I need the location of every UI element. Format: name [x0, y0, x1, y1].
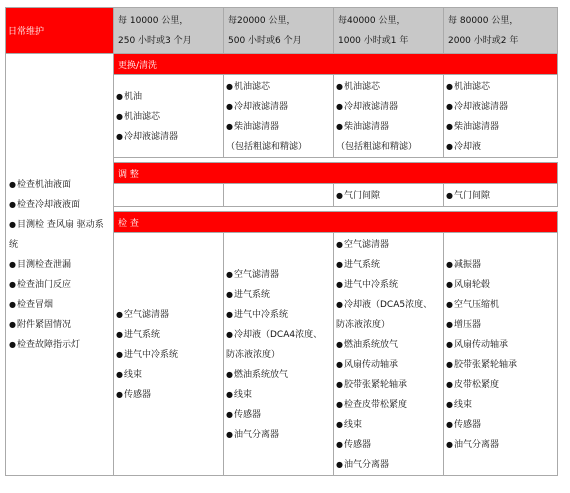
interval-header-4-line2: 2000 小时或2 年	[448, 35, 519, 46]
inspect-item: ● 胶带张紧轮轴承	[336, 375, 441, 395]
daily-item: ● 附件紧固情况	[9, 315, 111, 335]
replace-section-row	[6, 54, 558, 75]
daily-item: ● 检查故障指示灯	[9, 335, 111, 355]
replace-cell-3	[334, 75, 444, 158]
interval-header-1	[114, 8, 224, 54]
inspect-item: ● 线束	[446, 395, 555, 415]
interval-header-1-line2: 250 小时或3 个月	[118, 35, 192, 46]
daily-item: ● 目测检 查风扇 驱动系统	[9, 215, 111, 255]
interval-header-3	[334, 8, 444, 54]
inspect-section-header: 检 查	[114, 212, 558, 233]
interval-header-2-line2: 500 小时或6 个月	[228, 35, 302, 46]
replace-item-note: （包括粗滤和精滤）	[226, 142, 308, 152]
inspect-item: ● 线束	[336, 415, 441, 435]
inspect-item: ● 进气系统	[116, 325, 221, 345]
replace-cell-1	[114, 75, 224, 158]
daily-item: ● 检查冒烟	[9, 295, 111, 315]
adjust-cell-4	[444, 184, 558, 207]
maintenance-table	[5, 7, 558, 476]
adjust-item: ● 气门间隙	[446, 186, 555, 206]
inspect-item: ● 空气压缩机	[446, 295, 555, 315]
interval-header-1-line1: 每 10000 公里，	[118, 15, 189, 26]
maintenance-schedule	[5, 7, 557, 487]
inspect-item: ● 油气分离器	[226, 425, 331, 445]
adjust-cell-1	[114, 184, 224, 207]
inspect-item: ● 传感器	[116, 385, 221, 405]
replace-item: ● 机油滤芯	[446, 77, 555, 97]
replace-item: ● 柴油滤清器	[336, 117, 441, 137]
adjust-cell-2	[224, 184, 334, 207]
inspect-item: ● 胶带张紧轮轴承	[446, 355, 555, 375]
inspect-cell-1	[114, 233, 224, 476]
inspect-item: ● 风扇轮毂	[446, 275, 555, 295]
interval-header-3-line1: 每40000 公里，	[338, 15, 406, 26]
replace-item: ● 柴油滤清器	[446, 117, 555, 137]
inspect-item: ● 燃油系统放气	[336, 335, 441, 355]
inspect-item: ● 进气系统	[336, 255, 441, 275]
replace-item: ● 冷却液滤清器	[116, 127, 221, 147]
inspect-item: ● 空气滤清器	[226, 265, 331, 285]
inspect-item: ● 油气分离器	[446, 435, 555, 455]
replace-section-header: 更换/清洗	[114, 54, 558, 75]
replace-item: ● 机油滤芯	[336, 77, 441, 97]
replace-cell-4	[444, 75, 558, 158]
inspect-item: ● 线束	[226, 385, 331, 405]
inspect-item: ● 燃油系统放气	[226, 365, 331, 385]
interval-header-3-line2: 1000 小时或1 年	[338, 35, 409, 46]
inspect-item: ● 进气中冷系统	[226, 305, 331, 325]
header-row	[6, 8, 558, 54]
replace-cell-2	[224, 75, 334, 158]
inspect-cell-2	[224, 233, 334, 476]
inspect-item: ● 风扇传动轴承	[446, 335, 555, 355]
inspect-item: ● 传感器	[446, 415, 555, 435]
inspect-item: ● 进气中冷系统	[336, 275, 441, 295]
inspect-item: ● 线束	[116, 365, 221, 385]
replace-item: ● 冷却液	[446, 137, 555, 157]
adjust-section-header: 调 整	[114, 163, 558, 184]
daily-items-cell	[6, 54, 114, 476]
interval-header-2-line1: 每20000 公里，	[228, 15, 296, 26]
daily-item: ● 检查油门反应	[9, 275, 111, 295]
inspect-cell-3	[334, 233, 444, 476]
inspect-item: ● 检查皮带松紧度	[336, 395, 441, 415]
inspect-item: ● 风扇传动轴承	[336, 355, 441, 375]
inspect-item: ● 油气分离器	[336, 455, 441, 475]
inspect-cell-4	[444, 233, 558, 476]
inspect-item: ● 皮带松紧度	[446, 375, 555, 395]
daily-maintenance-header: 日常维护	[6, 8, 114, 54]
inspect-item: ● 进气中冷系统	[116, 345, 221, 365]
replace-item: ● 冷却液滤清器	[336, 97, 441, 117]
inspect-item: ● 空气滤清器	[116, 305, 221, 325]
interval-header-4	[444, 8, 558, 54]
adjust-item: ● 气门间隙	[336, 186, 441, 206]
replace-item: ● 机油滤芯	[226, 77, 331, 97]
daily-item: ● 检查冷却液液面	[9, 195, 111, 215]
inspect-item: ● 进气系统	[226, 285, 331, 305]
replace-item: ● 机油滤芯	[116, 107, 221, 127]
inspect-item: ● 增压器	[446, 315, 555, 335]
adjust-cell-3	[334, 184, 444, 207]
daily-item: ● 检查机油液面	[9, 175, 111, 195]
inspect-item: ● 传感器	[226, 405, 331, 425]
inspect-item: ● 减振器	[446, 255, 555, 275]
inspect-item: ● 冷却液（DCA4浓度、防冻液浓度）	[226, 325, 331, 365]
inspect-item: ● 空气滤清器	[336, 235, 441, 255]
daily-item: ● 目测检查泄漏	[9, 255, 111, 275]
replace-item-note: （包括粗滤和精滤）	[336, 142, 418, 152]
replace-item: ● 柴油滤清器	[226, 117, 331, 137]
interval-header-2	[224, 8, 334, 54]
replace-item: ● 机油	[116, 87, 221, 107]
inspect-item: ● 传感器	[336, 435, 441, 455]
inspect-item: ● 冷却液（DCA5浓度、防冻液浓度）	[336, 295, 441, 335]
interval-header-4-line1: 每 80000 公里，	[448, 15, 519, 26]
replace-item: ● 冷却液滤清器	[226, 97, 331, 117]
replace-item: ● 冷却液滤清器	[446, 97, 555, 117]
